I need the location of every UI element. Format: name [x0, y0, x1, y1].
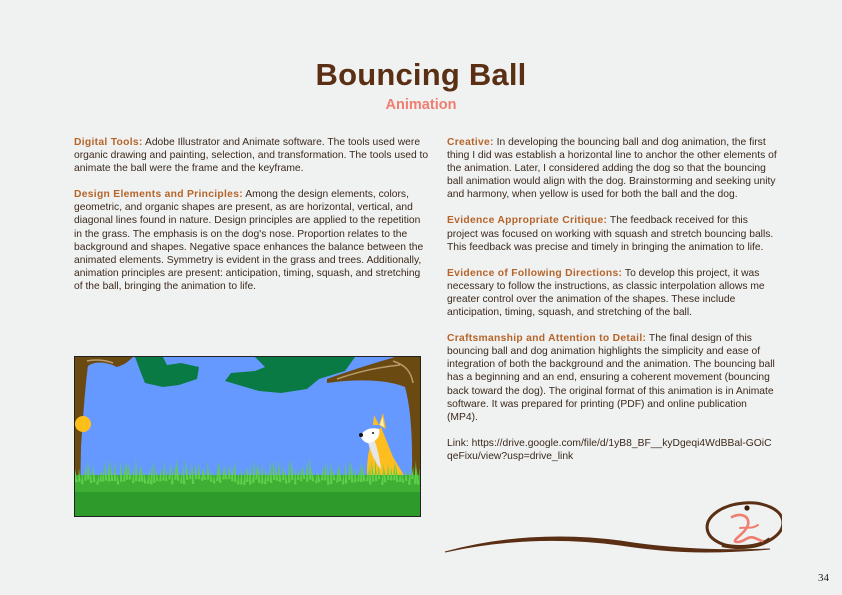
section-label: Evidence of Following Directions:	[447, 267, 623, 279]
right-column	[447, 136, 777, 463]
page-title: Bouncing Ball	[315, 57, 527, 92]
dog-nose	[359, 433, 363, 437]
bouncing-ball	[75, 416, 91, 432]
section-label: Design Elements and Principles:	[74, 189, 243, 201]
section-directions	[447, 267, 777, 319]
section-digital-tools	[74, 136, 430, 175]
link-line	[447, 437, 777, 463]
section-label: Evidence Appropriate Critique:	[447, 215, 608, 227]
section-craftsmanship	[447, 332, 777, 424]
section-text: Among the design elements, colors, geometric, and organic shapes are present, as are horizontal, vertical, and diagonal lines found in nature. Design principles are applied to the repetition in the grass. The emphasis is on the dog's nose. Proportion relates to the background and shapes. Negative space enhances the balance between the animated elements. Symmetry is evident in the grass and trees. Additionally, animation principles are present: anticipation, timing, squash, and stretching of the ball, bringing the animation to life.	[74, 189, 424, 292]
section-text: Adobe Illustrator and Animate software. The tools used were organic drawing and painting, selection, and transformation. The tools used to animate the ball were the frame and the keyframe.	[74, 137, 429, 175]
link-prefix: Link:	[447, 437, 472, 449]
animation-illustration	[74, 356, 421, 517]
section-text: The feedback received for this project was focused on working with squash and stretch bouncing balls. This feedback was precise and timely in bringing the animation to life.	[447, 215, 774, 253]
page-number: 34	[818, 572, 829, 584]
section-design-elements	[74, 188, 430, 293]
section-label: Craftsmanship and Attention to Detail:	[447, 333, 647, 345]
section-creative	[447, 136, 777, 201]
section-text: The final design of this bouncing ball and dog animation highlights the simplicity and ease of integration of both the background and the animation. The bouncing ball has a beginning and an end, ensuring a coherent movement (bouncing back toward the dog). The original format of this animation is in Animate software. It was prepared for printing (PDF) and online publication (MP4).	[447, 333, 775, 423]
animation-scene	[75, 357, 421, 517]
drive-link[interactable]: https://drive.google.com/file/d/1yB8_BF__kyDgeqi4WdBBal-GOiCqeFixu/view?usp=drive_link	[447, 437, 772, 462]
section-text: To develop this project, it was necessary to follow the instructions, as classic interpolation allows me greater control over the animation of the shapes. These include anticipation, timing, squash, and stretching of the ball.	[447, 267, 765, 319]
section-text: In developing the bouncing ball and dog animation, the first thing I did was establish a horizontal line to anchor the other elements of the animation. Later, I considered adding the dog so that the bouncing ball animation would align with the dog. Brainstorming and seeking unity and harmony, when yellow is used for both the ball and the dog.	[447, 137, 777, 201]
page-subtitle: Animation	[385, 97, 457, 113]
section-label: Digital Tools:	[74, 137, 143, 148]
section-critique	[447, 214, 777, 253]
monogram-swirl-logo	[440, 495, 782, 555]
section-label: Creative:	[447, 137, 494, 148]
left-column	[74, 136, 430, 306]
